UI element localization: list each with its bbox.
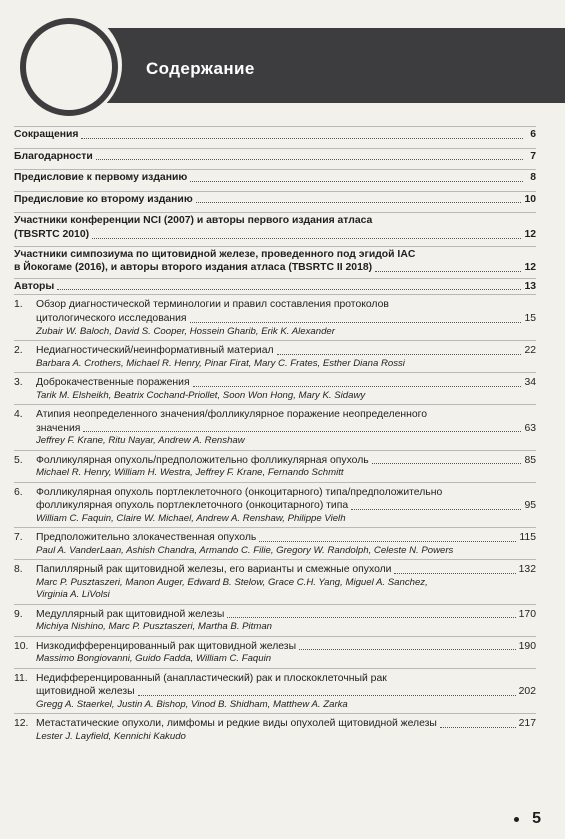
chapter-title-line: Папиллярный рак щитовидной железы, его варианты и смежные опухоли — [36, 564, 392, 576]
chapter-number: 5. — [14, 454, 23, 466]
chapter-title-line: значения — [36, 422, 81, 434]
toc-page-number: 34 — [524, 376, 536, 388]
chapter-authors: Virginia A. LiVolsi — [36, 589, 110, 601]
toc-chapter-8[interactable] — [14, 559, 536, 603]
toc-page-number: 217 — [518, 718, 536, 730]
toc-page-number: 15 — [524, 312, 536, 324]
chapter-title-line: щитовидной железы — [36, 686, 135, 698]
chapter-authors: Massimo Bongiovanni, Guido Fadda, William C. Faquin — [36, 653, 272, 665]
toc-entry-authors[interactable] — [14, 278, 536, 295]
toc-entry-abbreviations[interactable] — [14, 126, 536, 143]
chapter-number: 1. — [14, 299, 23, 311]
chapter-number: 2. — [14, 344, 23, 356]
toc-page-number: 63 — [524, 422, 536, 434]
toc-entry-acknowledgements[interactable] — [14, 148, 536, 165]
leader-dots — [196, 202, 522, 203]
chapter-authors: Gregg A. Staerkel, Justin A. Bishop, Vinod B. Shidham, Matthew A. Zarka — [36, 698, 348, 710]
chapter-title-line: Доброкачественные поражения — [36, 376, 190, 388]
chapter-title-line: Низкодифференцированный рак щитовидной железы — [36, 640, 297, 652]
toc-page-number: 12 — [524, 228, 536, 240]
leader-dots — [96, 159, 523, 160]
toc-chapter-6[interactable] — [14, 482, 536, 528]
chapter-number: 12. — [14, 718, 29, 730]
leader-dots — [299, 649, 516, 650]
chapter-title-line: Метастатические опухоли, лимфомы и редкие виды опухолей щитовидной железы — [36, 718, 437, 730]
toc-chapter-12[interactable] — [14, 713, 536, 745]
leader-dots — [81, 138, 523, 139]
page-title: Содержание — [146, 59, 255, 78]
leader-dots — [138, 695, 516, 696]
toc-chapter-7[interactable] — [14, 527, 536, 559]
chapter-title-line: Недиагностический/неинформативный материал — [36, 344, 274, 356]
chapter-title-line: Фолликулярная опухоль/предположительно фолликулярная опухоль — [36, 454, 369, 466]
chapter-number: 10. — [14, 640, 29, 652]
toc-page-number: 170 — [518, 608, 536, 620]
chapter-authors: Barbara A. Crothers, Michael R. Henry, Pinar Firat, Mary C. Frates, Esther Diana Rossi — [36, 357, 405, 369]
chapter-title-line: Фолликулярная опухоль портлеклеточного (онкоцитарного) типа/предположительно — [36, 486, 443, 498]
leader-dots — [57, 289, 521, 290]
chapter-authors: William C. Faquin, Claire W. Michael, Andrew A. Renshaw, Philippe Vielh — [36, 512, 346, 524]
leader-dots — [394, 573, 515, 574]
toc-entry-title: Сокращения — [14, 129, 79, 140]
leader-dots — [227, 617, 515, 618]
toc-entry-title-line: Участники симпозиума по щитовидной железе, проведенного под эгидой IAC — [14, 248, 416, 260]
chapter-authors: Michiya Nishino, Marc P. Pusztaszeri, Martha B. Pitman — [36, 621, 273, 633]
toc-chapter-9[interactable] — [14, 604, 536, 636]
toc-page-number: 202 — [518, 686, 536, 698]
chapter-number: 4. — [14, 408, 23, 420]
page-marker-dot — [514, 817, 519, 822]
leader-dots — [193, 386, 522, 387]
leader-dots — [277, 354, 522, 355]
leader-dots — [83, 431, 521, 432]
toc-entry-preface-first[interactable] — [14, 169, 536, 186]
toc-page-number: 13 — [524, 280, 536, 292]
table-of-contents — [14, 126, 536, 745]
toc-chapter-11[interactable] — [14, 668, 536, 714]
toc-chapter-1[interactable] — [14, 294, 536, 340]
toc-chapter-2[interactable] — [14, 340, 536, 372]
chapter-title-line: Обзор диагностической терминологии и правил составления протоколов — [36, 299, 389, 311]
toc-page-number: 7 — [530, 150, 536, 162]
toc-page-number: 12 — [524, 262, 536, 274]
toc-entry-title: Предисловие к первому изданию — [14, 172, 188, 184]
toc-page-number: 10 — [524, 193, 536, 205]
chapter-number: 11. — [14, 672, 28, 684]
chapter-authors: Zubair W. Baloch, David S. Cooper, Hossein Gharib, Erik K. Alexander — [36, 325, 335, 337]
leader-dots — [372, 463, 522, 464]
toc-entry-title-line: Участники конференции NCI (2007) и авторы первого издания атласа — [14, 215, 373, 227]
chapter-number: 3. — [14, 376, 23, 388]
toc-page-number: 22 — [524, 344, 536, 356]
chapter-title-line: Предположительно злокачественная опухоль — [36, 532, 257, 544]
toc-page-number: 95 — [524, 500, 536, 512]
toc-entry-title: Благодарности — [14, 150, 93, 162]
toc-chapter-4[interactable] — [14, 404, 536, 450]
toc-entry-title: Авторы — [14, 280, 55, 292]
toc-entry-title-line: в Йокогаме (2016), и авторы второго издания атласа (TBSRTC II 2018) — [14, 262, 373, 274]
toc-entry-title-line: (TBSRTC 2010) — [14, 228, 90, 240]
page-number: 5 — [532, 810, 541, 827]
chapter-authors: Lester J. Layfield, Kennichi Kakudo — [36, 730, 186, 742]
chapter-authors: Tarik M. Elsheikh, Beatrix Cochand-Priollet, Soon Won Hong, Mary K. Sidawy — [36, 389, 366, 401]
toc-entry-nci-participants[interactable] — [14, 212, 536, 242]
chapter-title-line: цитологического исследования — [36, 312, 187, 324]
toc-page-number: 132 — [518, 564, 536, 576]
chapter-authors: Jeffrey F. Krane, Ritu Nayar, Andrew A. Renshaw — [36, 435, 245, 447]
chapter-title-line: Недифференцированный (анапластический) рак и плоскоклеточный рак — [36, 672, 387, 684]
toc-entry-title: Предисловие ко второму изданию — [14, 193, 193, 205]
chapter-number: 6. — [14, 486, 23, 498]
toc-chapter-10[interactable] — [14, 636, 536, 668]
toc-page-number: 115 — [519, 532, 536, 544]
toc-page-number: 6 — [530, 129, 536, 140]
toc-page-number: 85 — [524, 454, 536, 466]
toc-chapter-3[interactable] — [14, 372, 536, 404]
toc-page-number: 190 — [518, 640, 536, 652]
toc-entry-iac-participants[interactable] — [14, 246, 536, 276]
leader-dots — [375, 271, 521, 272]
toc-entry-preface-second[interactable] — [14, 191, 536, 208]
leader-dots — [190, 322, 522, 323]
chapter-number: 9. — [14, 608, 23, 620]
toc-page-number: 8 — [530, 172, 536, 184]
header-circle-ring — [20, 18, 118, 116]
leader-dots — [351, 509, 521, 510]
chapter-authors: Michael R. Henry, William H. Westra, Jeffrey F. Krane, Fernando Schmitt — [36, 467, 344, 479]
chapter-title-line: фолликулярная опухоль портлеклеточного (онкоцитарного) типа — [36, 500, 349, 512]
chapter-authors: Paul A. VanderLaan, Ashish Chandra, Armando C. Filie, Gregory W. Randolph, Celeste N. Powers — [36, 544, 454, 556]
leader-dots — [259, 541, 516, 542]
leader-dots — [440, 727, 516, 728]
chapter-authors: Marc P. Pusztaszeri, Manon Auger, Edward B. Stelow, Grace C.H. Yang, Miguel A. Sanchez, — [36, 576, 428, 588]
leader-dots — [190, 181, 523, 182]
toc-chapter-5[interactable] — [14, 450, 536, 482]
chapter-number: 7. — [14, 532, 23, 544]
chapter-title-line: Медуллярный рак щитовидной железы — [36, 608, 225, 620]
chapter-number: 8. — [14, 564, 23, 576]
leader-dots — [92, 238, 521, 239]
chapter-title-line: Атипия неопределенного значения/фолликулярное поражение неопределенного — [36, 408, 427, 420]
